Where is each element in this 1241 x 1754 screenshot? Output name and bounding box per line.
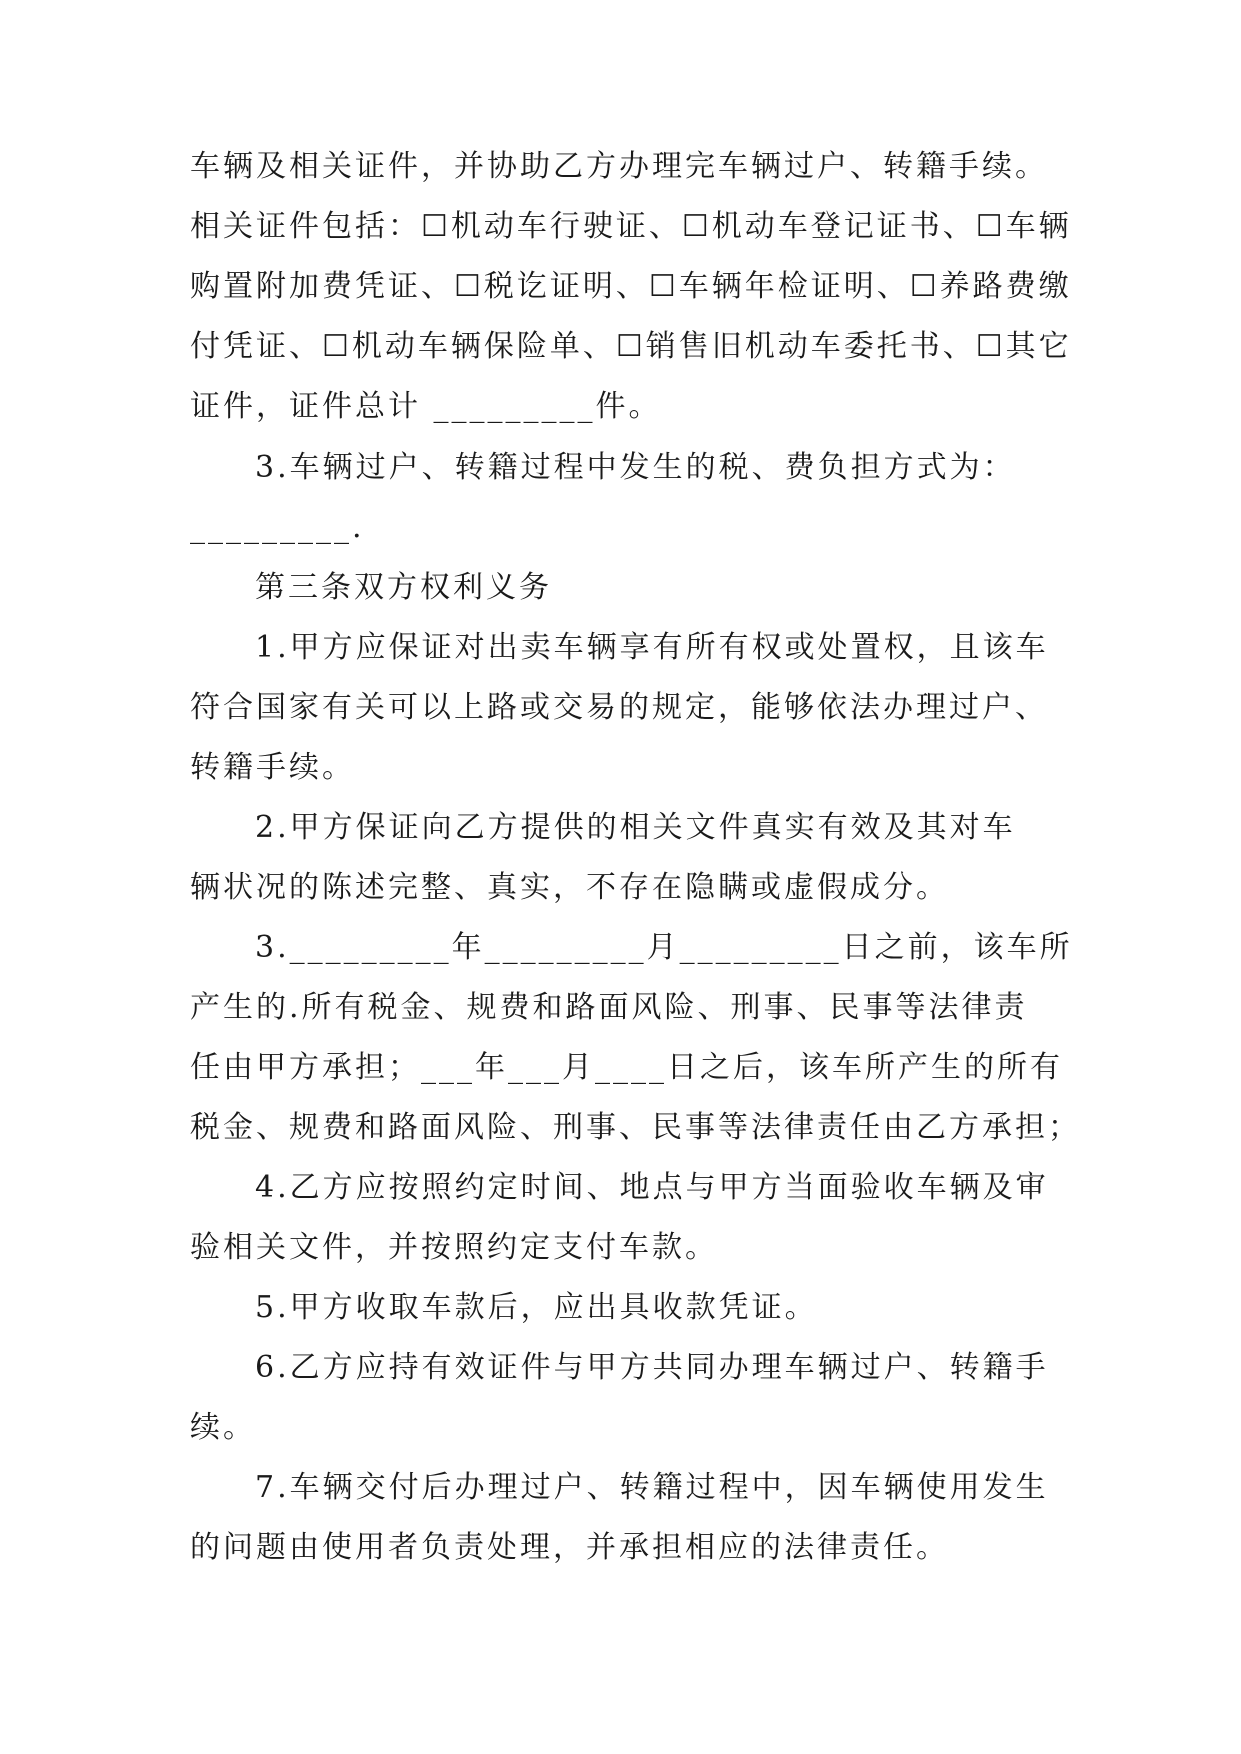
text-line: 2.甲方保证向乙方提供的相关文件真实有效及其对车 (255, 810, 1016, 845)
text-line: 相关证件包括：☐机动车行驶证、☐机动车登记证书、☐车辆 (190, 209, 1072, 244)
text-line: 税金、规费和路面风险、刑事、民事等法律责任由乙方承担； (190, 1110, 1081, 1145)
section-heading: 第三条双方权利义务 (255, 570, 552, 605)
text-line: 符合国家有关可以上路或交易的规定，能够依法办理过户、 (190, 690, 1048, 725)
text-line: 3.车辆过户、转籍过程中发生的税、费负担方式为： (255, 450, 1016, 485)
text-line: 1.甲方应保证对出卖车辆享有所有权或处置权，且该车 (255, 630, 1049, 665)
text-line: 3._________年_________月_________日之前，该车所 (255, 930, 1073, 965)
text-line: 7.车辆交付后办理过户、转籍过程中，因车辆使用发生 (255, 1470, 1049, 1505)
text-line: _________. (190, 510, 365, 545)
text-line: 证件，证件总计 _________件。 (190, 389, 662, 424)
text-line: 车辆及相关证件，并协助乙方办理完车辆过户、转籍手续。 (190, 149, 1048, 184)
text-line: 的问题由使用者负责处理，并承担相应的法律责任。 (190, 1530, 949, 1565)
text-line: 续。 (190, 1410, 256, 1445)
text-line: 4.乙方应按照约定时间、地点与甲方当面验收车辆及审 (255, 1170, 1049, 1205)
text-line: 6.乙方应持有效证件与甲方共同办理车辆过户、转籍手 (255, 1350, 1049, 1385)
text-line: 5.甲方收取车款后，应出具收款凭证。 (255, 1290, 818, 1325)
text-line: 转籍手续。 (190, 750, 355, 785)
text-line: 验相关文件，并按照约定支付车款。 (190, 1230, 718, 1265)
text-line: 辆状况的陈述完整、真实，不存在隐瞒或虚假成分。 (190, 870, 949, 905)
text-line: 任由甲方承担；___年___月____日之后，该车所产生的所有 (190, 1050, 1063, 1085)
text-line: 产生的.所有税金、规费和路面风险、刑事、民事等法律责 (190, 990, 1028, 1025)
text-line: 付凭证、☐机动车辆保险单、☐销售旧机动车委托书、☐其它 (190, 329, 1072, 364)
text-line: 购置附加费凭证、☐税讫证明、☐车辆年检证明、☐养路费缴 (190, 269, 1072, 304)
